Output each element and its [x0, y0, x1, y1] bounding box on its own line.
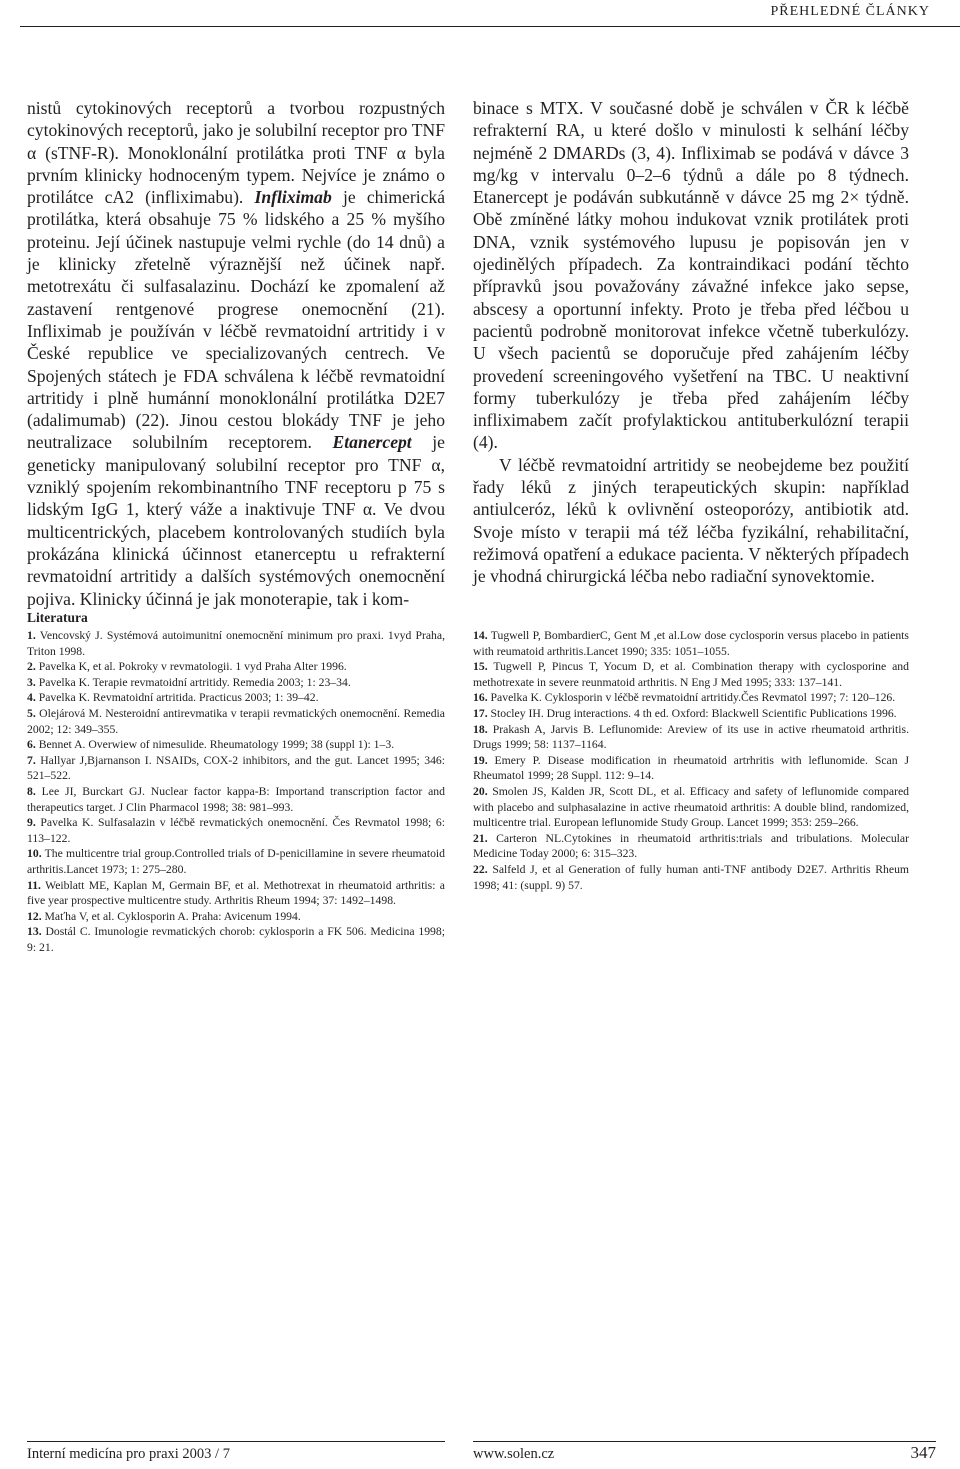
term-etanercept: Etanercept	[332, 432, 412, 453]
reference-text: The multicentre trial group.Controlled trials of D-penicillamine in severe rheumatoid arthritis.Lancet 1973; 1: 275–280.	[27, 847, 445, 876]
references-list-right	[473, 628, 909, 893]
reference-number: 15.	[473, 660, 488, 674]
body-paragraph: binace s MTX. V současné době je schválen v ČR k léčbě refrakterní RA, u které došlo v minulosti k selhání léčby nejméně 2 DMARDs (3, 4). Infliximab se podává v dávce 3 mg/kg v intervalu 0–2–6 týdnů a dále po 8 týdnech. Etanercept je podáván subkutánně v dávce 25 mg 2× týdně. Obě zmíněné látky mohou indukovat vznik protilátek proti DNA, vznik systémového lupusu je popisován jen v ojedinělých případech. Za kontraindikaci podání těchto přípravků jsou považovány závažné infekce jako sepse, abscesy a oportunní infekty. Proto je třeba před léčbou u pacientů podrobně monitorovat infekce včetně tuberkulózy. U všech pacientů se doporučuje před zahájením léčby provedení screeningového vyšetření na TBC. U neaktivní formy tuberkulózy je třeba před zahájením léčby infliximabem začít profylaktickou antituberkulózní terapii (4).	[473, 98, 909, 453]
reference-item	[27, 706, 445, 737]
reference-text: Carteron NL.Cytokines in rheumatoid arthritis:trials and tribulations. Molecular Medicine Today 2000; 6: 315–323.	[473, 831, 909, 861]
reference-number: 14.	[473, 629, 488, 642]
reference-item	[27, 784, 445, 815]
reference-text: Pavelka K. Revmatoidní artritida. Practicus 2003; 1: 39–42.	[38, 691, 319, 705]
reference-text: Hallyar J,Bjarnanson I. NSAIDs, COX-2 inhibitors, and the gut. Lancet 1995; 346: 521–522.	[27, 753, 446, 783]
reference-item	[473, 706, 909, 722]
reference-text: Dostál C. Imunologie revmatických chorob: cyklosporin a FK 506. Medicina 1998; 9: 21.	[27, 925, 445, 954]
reference-text: Salfeld J, et al Generation of fully human anti-TNF antibody D2E7. Arthritis Rheum 1998; 41: (suppl. 9) 57.	[473, 862, 909, 892]
reference-item	[473, 722, 909, 753]
reference-number: 5.	[27, 706, 36, 720]
left-text-column	[27, 97, 445, 610]
reference-number: 17.	[473, 706, 488, 720]
reference-number: 22.	[473, 862, 488, 876]
body-paragraph: V léčbě revmatoidní artritidy se neobejdeme bez použití řady léků z jiných terapeutických skupin: například antiulceróz, léků k ovlivnění osteoporózy, antibiotik atd. Svoje místo v terapii má též léčba fyzikální, rehabilitační, režimová opatření a edukace pacienta. V některých případech je vhodná chirurgická léčba nebo radiační synovektomie.	[473, 454, 909, 587]
reference-text: Emery P. Disease modification in rheumatoid artrhritis with leflunomide. Scan J Rheumatol 1999; 28 Suppl. 112: 9–14.	[473, 753, 910, 783]
reference-text: Vencovský J. Systémová autoimunitní onemocnění minimum pro praxi. 1vyd Praha, Triton 1998.	[27, 629, 446, 658]
reference-number: 6.	[27, 738, 36, 752]
reference-text: Pavelka K. Cyklosporin v léčbě revmatoidní artritidy.Čes Revmatol 1997; 7: 120–126.	[490, 691, 896, 705]
reference-text: Pavelka K. Terapie revmatoidní artritidy. Remedia 2003; 1: 23–34.	[38, 675, 351, 689]
body-text: je geneticky manipulovaný solubilní receptor pro TNF α, vzniklý spojením rekombinantního TNF receptoru p 75 s lidským IgG 1, který váže a inaktivuje TNF α. Ve dvou multicentrických, placebem kontrolovaných studiích byla prokázána klinická účinnost etanerceptu u refrakterní revmatoidní artritidy a dalších systémových onemocnění pojiva. Klinicky účinná je jak monoterapie, tak i kom-	[27, 432, 445, 609]
reference-number: 21.	[473, 831, 488, 845]
reference-item	[473, 690, 909, 706]
reference-item	[27, 815, 445, 846]
body-text: nistů cytokinových receptorů a tvorbou rozpustných cytokinových receptorů, jako je solubilní receptor pro TNF α (sTNF-R). Monoklonální protilátka proti TNF α byla prvním klinicky hodnoceným typem. Nejvíce je známo o protilátce cA2 (infliximabu).	[27, 98, 445, 208]
reference-number: 16.	[473, 691, 488, 705]
reference-number: 10.	[27, 847, 42, 861]
reference-number: 19.	[473, 753, 488, 767]
reference-number: 20.	[473, 784, 488, 798]
section-title: PŘEHLEDNÉ ČLÁNKY	[770, 4, 930, 19]
reference-number: 18.	[473, 722, 488, 736]
reference-item	[27, 628, 445, 659]
reference-text: Smolen JS, Kalden JR, Scott DL, et al. Efficacy and safety of leflunomide compared with placebo and sulphasalazine in active rheumatoid arthritis: A double blind, randomized, multicentre trial. European leflunomide Study Group. Lancet 1999; 353: 259–266.	[473, 784, 910, 830]
footer-right	[473, 1441, 936, 1469]
reference-number: 1.	[27, 629, 36, 642]
references-title: Literatura	[27, 610, 88, 625]
reference-number: 12.	[27, 909, 42, 923]
reference-item	[473, 753, 909, 784]
reference-item	[473, 659, 909, 690]
section-header	[20, 0, 960, 27]
reference-text: Maťha V, et al. Cyklosporin A. Praha: Avicenum 1994.	[44, 909, 301, 923]
term-infliximab: Infliximab	[254, 187, 332, 208]
reference-item	[27, 878, 445, 909]
reference-item	[27, 659, 445, 675]
body-text: je chimerická protilátka, která obsahuje 75 % lidského a 25 % myšího proteinu. Její účinek nastupuje velmi rychle (do 14 dnů) a je klinicky zřetelně výraznější než účinek např. metotrexátu či sulfasalazinu. Dochází ke zpomalení až zastavení rentgenové progrese onemocnění (21). Infliximab je používán v léčbě revmatoidní artritidy i v České republice ve specializovaných centrech. Ve Spojených státech je FDA schválena k léčbě revmatoidní artritidy i plně humánní monoklonální protilátka D2E7 (adalimumab) (22). Jinou cestou blokády TNF je jeho neutralizace solubilním receptorem.	[27, 187, 446, 453]
reference-number: 3.	[27, 675, 36, 689]
page-number: 347	[910, 1443, 936, 1462]
reference-text: Pavelka K. Sulfasalazin v léčbě revmatických onemocnění. Čes Revmatol 1998; 6: 113–122.	[27, 816, 446, 845]
reference-item	[27, 753, 445, 784]
reference-text: Stocley IH. Drug interactions. 4 th ed. Oxford: Blackwell Scientific Publications 1996.	[490, 706, 897, 720]
reference-number: 8.	[27, 784, 36, 798]
reference-item	[27, 909, 445, 925]
reference-item	[27, 737, 445, 753]
body-paragraph	[27, 97, 445, 610]
reference-text: Olejárová M. Nesteroidní antirevmatika v terapii revmatických onemocnění. Remedia 2002; 12: 349–355.	[27, 706, 445, 736]
reference-number: 2.	[27, 660, 36, 674]
reference-item	[473, 831, 909, 862]
reference-item	[27, 846, 445, 877]
reference-text: Pavelka K, et al. Pokroky v revmatologii. 1 vyd Praha Alter 1996.	[38, 660, 347, 674]
references-list-left	[27, 628, 445, 955]
reference-number: 13.	[27, 925, 42, 939]
reference-text: Tugwell P, Pincus T, Yocum D, et al. Combination therapy with cyclosporine and methotrexate in severe reunmatoid arthritis. N Eng J Med 1995; 333: 137–141.	[473, 660, 909, 689]
reference-text: Weiblatt ME, Kaplan M, Germain BF, et al. Methotrexat in rheumatoid arthritis: a five year prospective multicentre study. Arthritis Rheum 1994; 37: 1492–1498.	[27, 878, 445, 908]
journal-name: Interní medicína pro praxi 2003 / 7	[27, 1446, 230, 1462]
reference-item	[27, 924, 445, 955]
publisher-url[interactable]: www.solen.cz	[473, 1446, 555, 1462]
reference-text: Bennet A. Overwiew of nimesulide. Rheumatology 1999; 38 (suppl 1): 1–3.	[38, 738, 395, 752]
reference-text: Tugwell P, BombardierC, Gent M ,et al.Low dose cyclosporin versus placebo in patients with reumatoid arthritis.Lancet 1990; 335: 1051–1055.	[473, 629, 909, 658]
reference-item	[27, 690, 445, 706]
reference-number: 4.	[27, 691, 36, 705]
reference-item	[473, 628, 909, 659]
reference-item	[27, 675, 445, 691]
right-text-column	[473, 97, 909, 588]
reference-item	[473, 862, 909, 893]
reference-number: 9.	[27, 816, 36, 830]
reference-text: Prakash A, Jarvis B. Leflunomide: Areview of its use in active rheumatoid arthritis. Drugs 1999; 58: 1137–1164.	[473, 722, 909, 752]
reference-text: Lee JI, Burckart GJ. Nuclear factor kappa-B: Importand transcription factor and therapeutics target. J Clin Pharmacol 1998; 38: 981–993.	[27, 784, 445, 814]
footer-left	[27, 1441, 445, 1469]
reference-number: 7.	[27, 753, 36, 767]
reference-number: 11.	[27, 878, 41, 892]
reference-item	[473, 784, 909, 831]
